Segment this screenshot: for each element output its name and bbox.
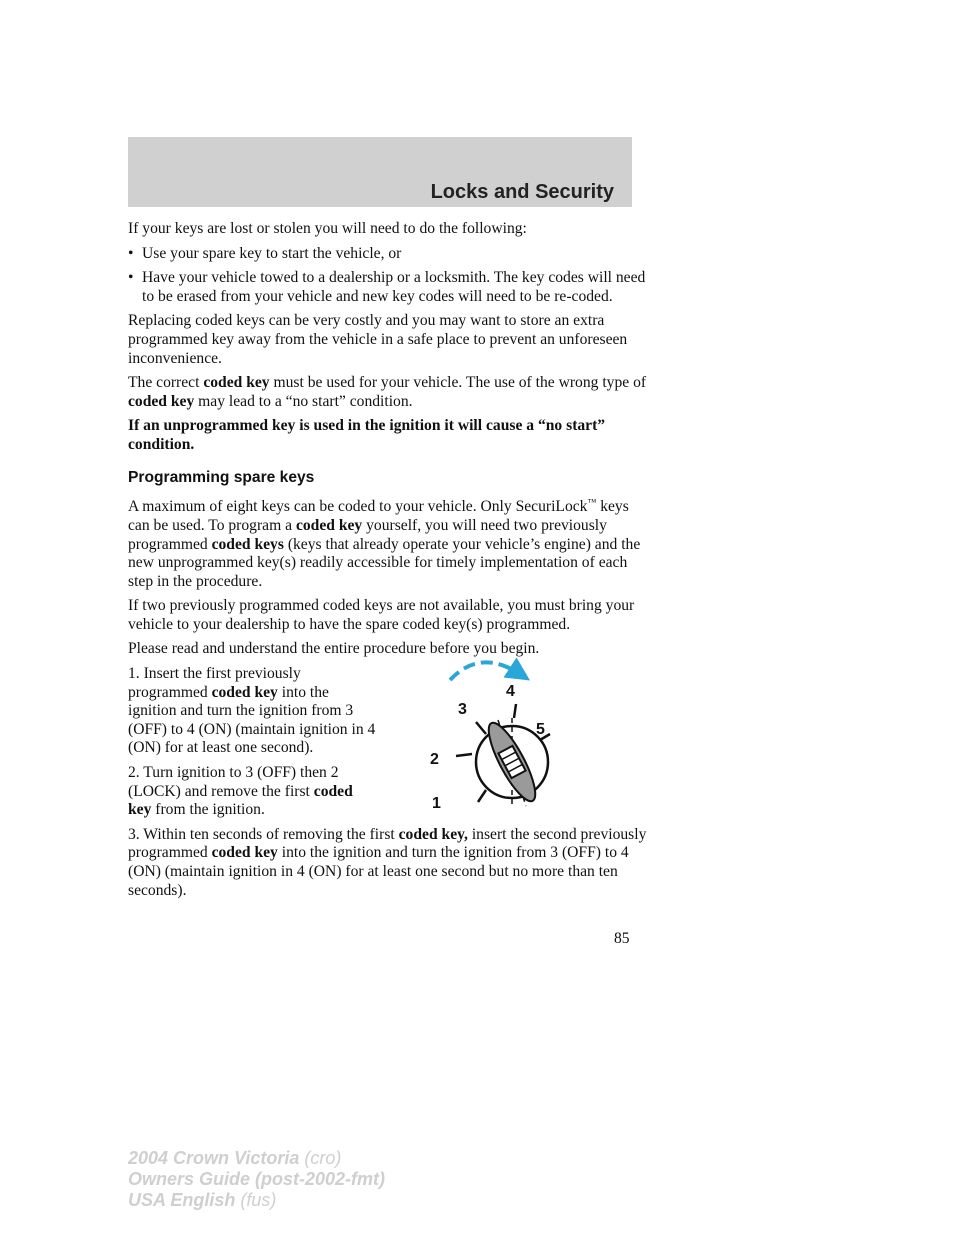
position-label-2: 2 [430, 751, 439, 768]
position-label-3: 3 [458, 701, 467, 718]
text-run: may lead to a “no start” condition. [194, 392, 413, 410]
page-body [128, 220, 648, 906]
footer-line [128, 1169, 385, 1190]
text-run: 3. Within ten seconds of removing the first [128, 825, 399, 843]
footer-line [128, 1190, 385, 1211]
read-procedure-paragraph: Please read and understand the entire procedure before you begin. [128, 640, 540, 658]
term-coded-keys: coded keys [211, 535, 284, 553]
term-coded-key: coded key [203, 374, 270, 392]
dealer-paragraph: If two previously programmed coded keys are not available, you must bring your vehicle to your dealership to have the spare coded key(s) programmed. [128, 597, 635, 633]
warning-paragraph: If an unprogrammed key is used in the ignition it will cause a “no start” condition. [128, 417, 606, 453]
position-label-4: 4 [506, 683, 515, 700]
position-tick [476, 722, 486, 734]
text-run: must be used for your vehicle. The use of the wrong type of [269, 374, 647, 392]
position-tick [478, 790, 486, 802]
term-coded-key: coded key [128, 392, 195, 410]
replacing-paragraph: Replacing coded keys can be very costly and you may want to store an extra programmed key away from the vehicle in a safe place to prevent an unforeseen inconvenience. [128, 312, 628, 367]
intro-paragraph: If your keys are lost or stolen you will need to do the following: [128, 220, 527, 237]
term-coded-key: coded key [211, 683, 278, 701]
position-tick [456, 754, 472, 756]
list-item [128, 269, 648, 306]
term-coded-key: coded key [128, 782, 353, 819]
subheading: Programming spare keys [128, 468, 315, 486]
maximum-keys-paragraph [128, 493, 648, 591]
text-run: (keys that already operate your vehicle’s engine) and the new unprogrammed key(s) readily accessible for timely implementation of each step in the procedure. [128, 535, 641, 590]
text-run: 2. Turn ignition to 3 (OFF) then 2 (LOCK) and remove the first [128, 764, 339, 800]
footer-model-code: (cro) [299, 1148, 342, 1168]
bullet-text: Use your spare key to start the vehicle, or [142, 244, 402, 262]
text-run: insert the second previously programmed [128, 825, 647, 862]
section-title: Locks and Security [430, 181, 614, 203]
footer-model: 2004 Crown Victoria [128, 1148, 300, 1168]
text-run: A maximum of eight keys can be coded to your vehicle. Only SecuriLock [128, 498, 588, 516]
position-label-1: 1 [432, 795, 441, 812]
bullet-text: Have your vehicle towed to a dealership or a locksmith. The key codes will need to be erased from your vehicle and new key codes will need to be re-coded. [142, 269, 646, 305]
position-label-5: 5 [536, 721, 545, 738]
term-coded-key: coded key, [398, 825, 468, 843]
rotation-arrow-icon [450, 662, 520, 680]
document-footer [128, 1148, 385, 1211]
step-3 [128, 826, 648, 900]
text-run: into the ignition and turn the ignition from 3 (OFF) to 4 (ON) (maintain ignition in 4 (ON) for at least one second but no more than ten seconds). [128, 844, 629, 899]
position-tick [514, 704, 516, 718]
step-2 [128, 764, 380, 820]
ignition-positions-figure [420, 650, 570, 830]
bullet-icon: • [128, 244, 134, 262]
list-item [128, 245, 648, 264]
step-1 [128, 665, 380, 758]
footer-language: USA English [128, 1190, 236, 1210]
page-number: 85 [614, 930, 630, 947]
header-band [128, 137, 632, 207]
term-coded-key: coded key [211, 844, 278, 862]
text-run: from the ignition. [151, 801, 265, 819]
text-run: 1. Insert the first previously programmed [128, 665, 301, 701]
text-run: yourself, you will need two previously programmed [128, 516, 607, 553]
term-coded-key: coded key [295, 516, 363, 534]
footer-line [128, 1148, 385, 1169]
text-run: The correct [128, 374, 204, 392]
text-run: into the ignition and turn the ignition from 3 (OFF) to 4 (ON) (maintain ignition in 4 (ON) for at least one second). [128, 683, 376, 757]
footer-guide: Owners Guide (post-2002-fmt) [128, 1169, 386, 1189]
footer-language-code: (fus) [235, 1190, 277, 1210]
correct-key-paragraph [128, 374, 648, 411]
trademark-mark: ™ [587, 497, 597, 508]
text-run: keys can be used. To program a [128, 498, 629, 534]
bullet-icon: • [128, 269, 134, 287]
